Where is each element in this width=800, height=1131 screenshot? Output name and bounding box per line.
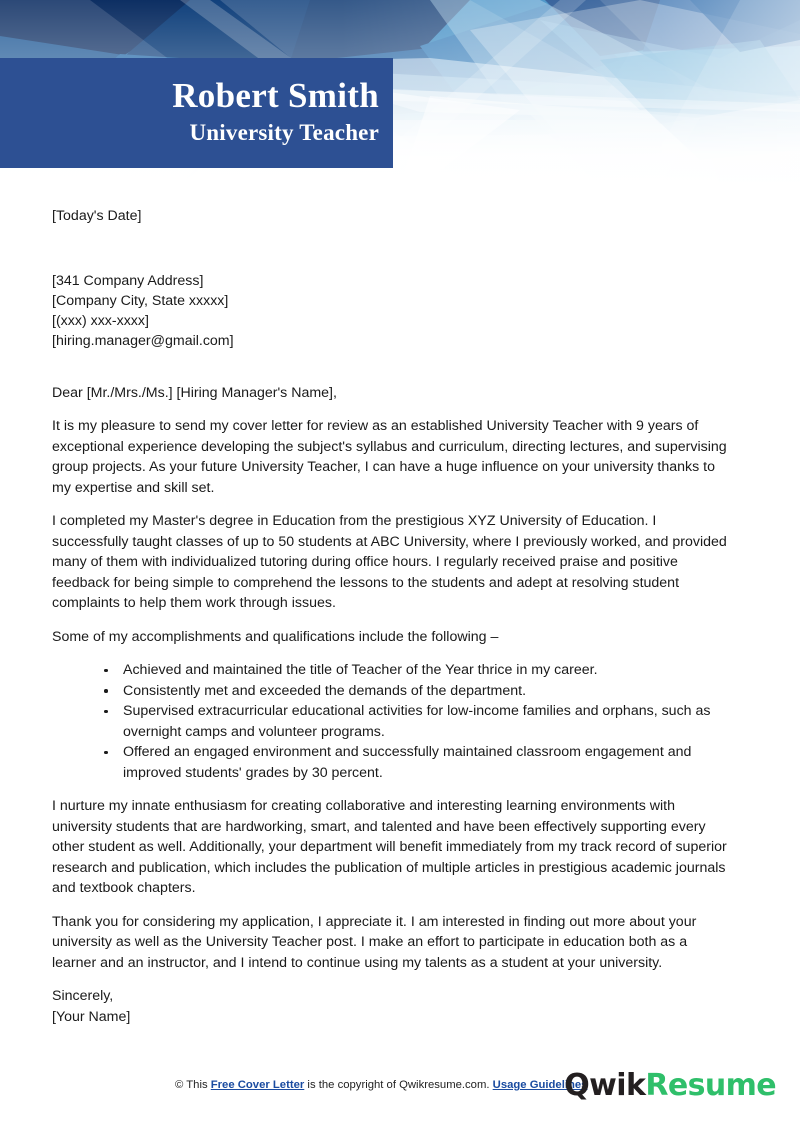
- page-footer: [0, 1059, 800, 1131]
- spacer: [52, 614, 735, 627]
- closing-line: Sincerely,: [52, 988, 114, 1004]
- date-line: [Today's Date]: [52, 208, 142, 224]
- free-cover-letter-link[interactable]: Free Cover Letter: [210, 1079, 305, 1091]
- paragraph-1: It is my pleasure to send my cover letter for review as an established University Teacher with 9 years of exceptional experience developing the subject's syllabus and curriculum, directing lectures, and supervising group projects. As your future University Teacher, I can have a huge influence on your university thanks to my expertise and skill set.: [52, 418, 727, 496]
- spacer: [52, 227, 735, 271]
- bullets-intro: Some of my accomplishments and qualifications include the following –: [52, 628, 499, 645]
- copyright-icon: ©: [175, 1079, 184, 1091]
- candidate-name: Robert Smith: [172, 76, 379, 115]
- footer-text-middle: is the copyright of Qwikresume.com.: [304, 1079, 493, 1091]
- name-title-box: [0, 58, 393, 168]
- accomplishments-list: [52, 660, 735, 783]
- address-line: [Company City, State xxxxx]: [52, 292, 229, 309]
- address-line: [hiring.manager@gmail.com]: [52, 332, 234, 349]
- spacer: [52, 783, 735, 796]
- paragraph-3: I nurture my innate enthusiasm for creating collaborative and interesting learning environments with university students that are hardworking, smart, and talented and have been effectively supporting every other student as well. Additionally, your department will benefit immediately from my track record of superior research and publication, which includes the publication of multiple articles in prestigious academic journals and textbook chapters.: [52, 798, 727, 896]
- list-item: Offered an engaged environment and successfully maintained classroom engagement and improved students' grades by 30 percent.: [100, 742, 735, 783]
- list-item: Supervised extracurricular educational activities for low-income families and orphans, such as overnight camps and volunteer programs.: [100, 701, 735, 742]
- logo-text-qwik: Qwik: [564, 1068, 646, 1103]
- qwikresume-logo[interactable]: [564, 1069, 776, 1103]
- spacer: [52, 973, 735, 986]
- candidate-job-title: University Teacher: [189, 120, 379, 145]
- spacer: [52, 403, 735, 416]
- logo-text-resume: Resume: [645, 1068, 776, 1103]
- salutation: Dear [Mr./Mrs./Ms.] [Hiring Manager's Name],: [52, 384, 337, 401]
- spacer: [52, 498, 735, 511]
- cover-letter-body: [52, 206, 735, 1027]
- recipient-address-block: [52, 271, 735, 351]
- address-line: [(xxx) xxx-xxxx]: [52, 312, 149, 329]
- footer-text-before: This: [183, 1079, 211, 1091]
- list-item: Consistently met and exceeded the demands of the department.: [100, 681, 735, 702]
- footer-copyright-text: [175, 1079, 587, 1091]
- paragraph-4: Thank you for considering my application, I appreciate it. I am interested in finding out more about your university as well as the University Teacher post. I make an effort to participate in education both as a learner and an instructor, and I intend to continue using my talents as a student at your university.: [52, 913, 697, 971]
- signature-name: [Your Name]: [52, 1008, 131, 1025]
- spacer: [52, 647, 735, 660]
- usage-guidelines-link[interactable]: Usage Guidelines: [492, 1079, 588, 1091]
- list-item: Achieved and maintained the title of Teacher of the Year thrice in my career.: [100, 660, 735, 681]
- paragraph-2: I completed my Master's degree in Education from the prestigious XYZ University of Education. I successfully taught classes of up to 50 students at ABC University, where I previously worked, and provided many of them with individualized tutoring during office hours. I regularly received praise and positive feedback for being simple to comprehend the lessons to the students and adept at resolving student complaints to help them work through issues.: [52, 513, 727, 611]
- address-line: [341 Company Address]: [52, 272, 204, 289]
- header-banner: [0, 0, 800, 186]
- spacer: [52, 351, 735, 383]
- spacer: [52, 899, 735, 912]
